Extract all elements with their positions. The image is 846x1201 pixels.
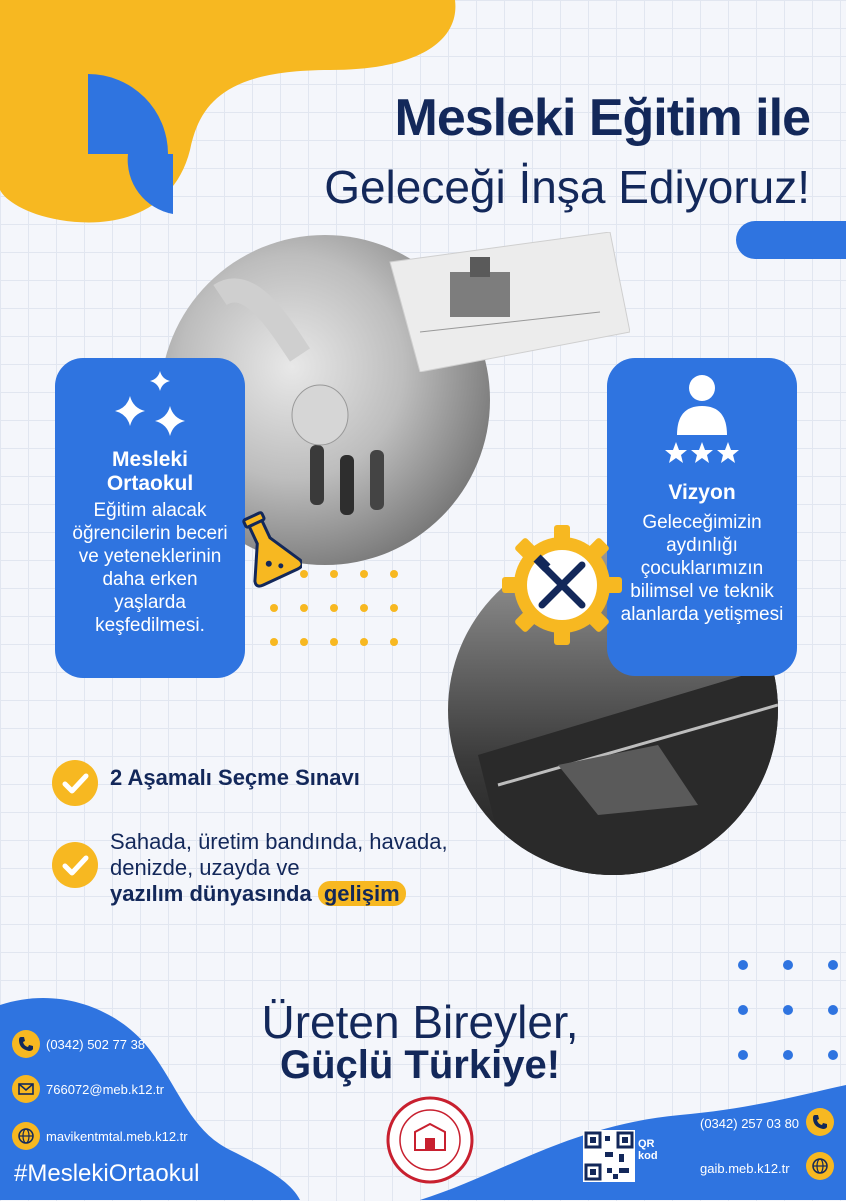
card-mesleki-ortaokul <box>55 358 245 678</box>
contact-web-right[interactable]: gaib.meb.k12.tr <box>700 1161 790 1176</box>
mail-icon <box>12 1075 40 1103</box>
contact-phone-left: (0342) 502 77 38 <box>46 1037 146 1052</box>
globe-icon <box>12 1122 40 1150</box>
bullet-item-2-bold: yazılım dünyasında <box>110 881 312 906</box>
contact-phone-right: (0342) 257 03 80 <box>700 1116 800 1131</box>
phone-icon <box>12 1030 40 1058</box>
flask-icon <box>232 508 302 588</box>
decorative-pill <box>736 221 846 259</box>
card-right-title: Vizyon <box>668 481 736 504</box>
qr-code-icon[interactable] <box>583 1130 635 1182</box>
directorate-seal <box>385 1090 475 1190</box>
check-icon <box>52 760 98 806</box>
phone-icon <box>806 1108 834 1136</box>
page-title: Mesleki Eğitim ile <box>394 89 810 147</box>
person-rating-icon <box>662 370 742 465</box>
blue-dot-grid <box>738 960 838 1060</box>
card-left-title: Mesleki Ortaokul <box>106 448 194 495</box>
check-icon <box>52 842 98 888</box>
qr-label: QR kod <box>638 1138 658 1162</box>
hashtag: #MeslekiOrtaokul <box>14 1160 200 1187</box>
blue-quarter-shapes <box>88 74 178 219</box>
page-subtitle: Geleceği İnşa Ediyoruz! <box>324 161 810 213</box>
bullet-item-1: 2 Aşamalı Seçme Sınavı <box>110 765 360 790</box>
slogan-line-2: Güçlü Türkiye! <box>279 1043 561 1087</box>
card-right-text: Geleceğimizin aydınlığı çocuklarımızın bilimsel ve teknik alanlarda yetişmesi <box>620 512 784 625</box>
sparkles-icon <box>105 366 195 451</box>
tools-gear-icon <box>497 520 627 650</box>
bullet-item-2-text: Sahada, üretim bandında, havada, denizde, uzayda ve <box>110 829 448 880</box>
cad-drawing <box>380 232 630 372</box>
contact-web-left[interactable]: mavikentmtal.meb.k12.tr <box>46 1129 188 1144</box>
bullet-item-2-highlight: gelişim <box>318 881 406 906</box>
bullet-item-2 <box>110 829 490 907</box>
globe-icon <box>806 1152 834 1180</box>
contact-email[interactable]: 766072@meb.k12.tr <box>46 1082 164 1097</box>
card-left-text: Eğitim alacak öğrencilerin beceri ve yeteneklerinin daha erken yaşlarda keşfedilmesi. <box>72 500 228 636</box>
card-vizyon <box>607 358 797 676</box>
slogan-line-1: Üreten Bireyler, <box>261 996 579 1048</box>
